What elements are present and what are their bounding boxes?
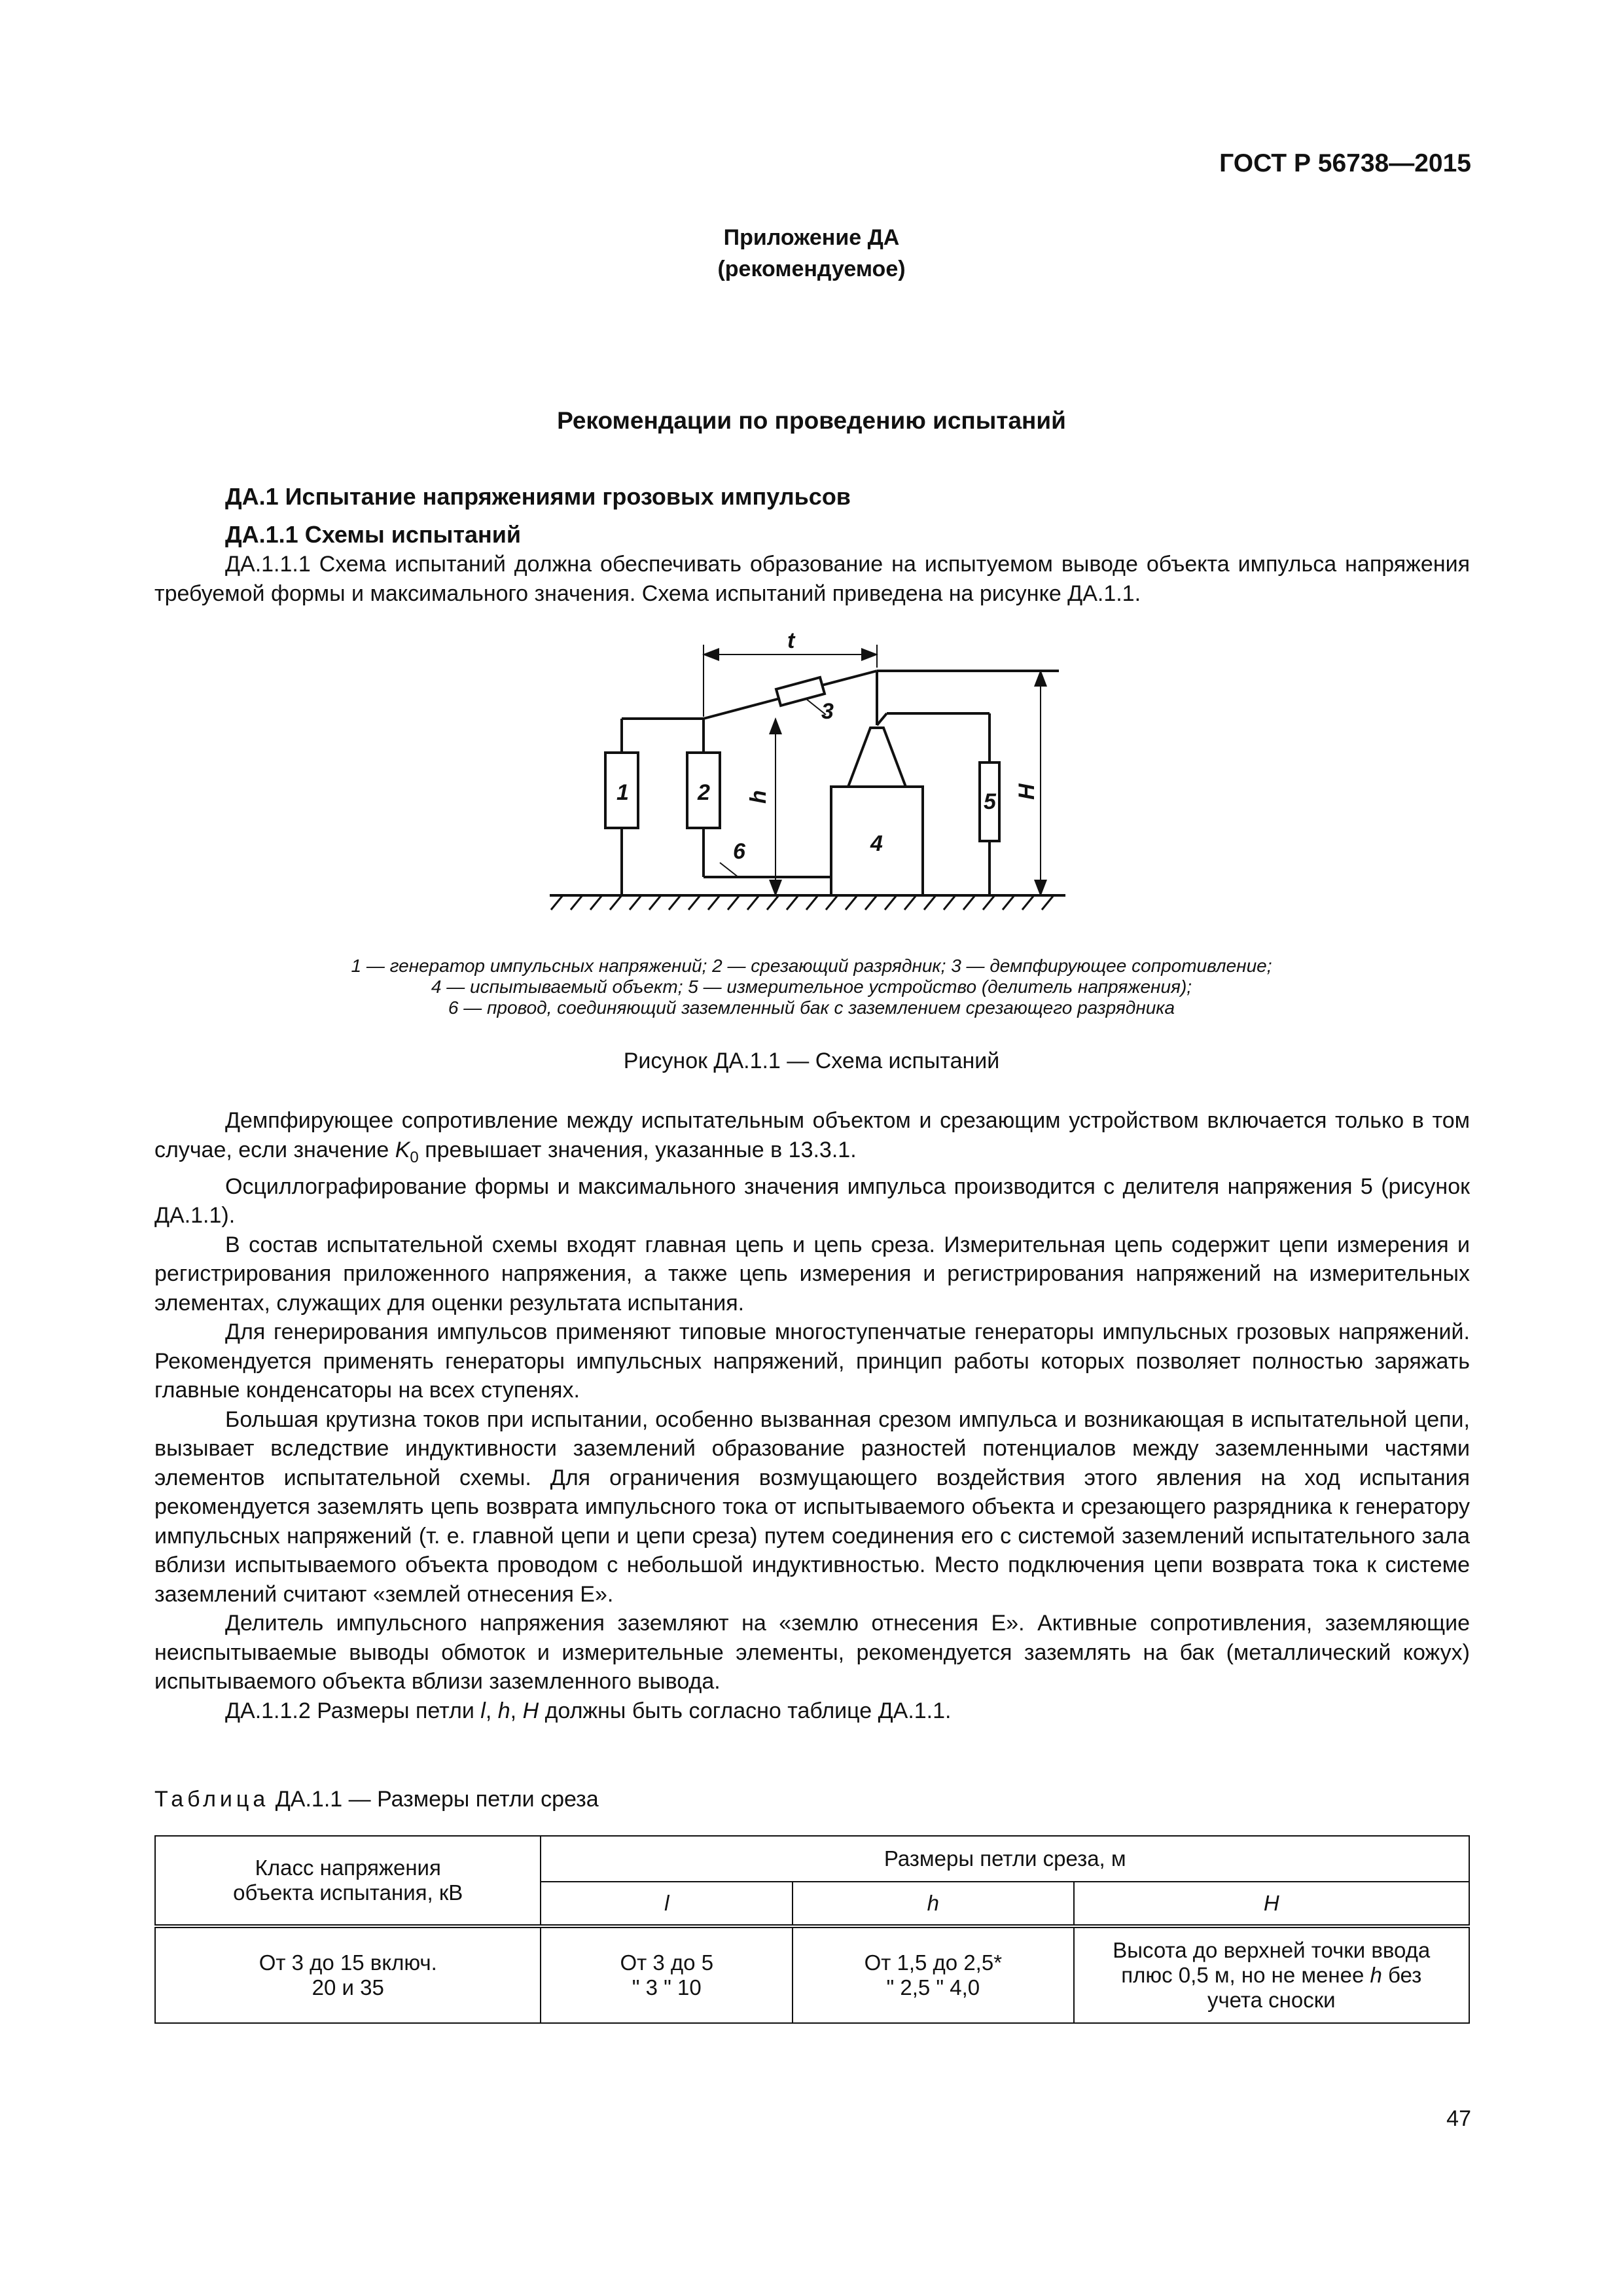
document-code: ГОСТ Р 56738—2015 [1219,149,1471,177]
paragraph-circuit: В состав испытательной схемы входят главная цепь и цепь среза. Измерительная цепь содержит цепи измерения и регистрирования приложенного напряжения, а также цепь измерения и регистрирования напряжений на измерительных элементах, служащих для оценки результата испытания. [154,1232,1470,1316]
label-1: 1 [616,780,629,805]
table-caption: Таблица ДА.1.1 — Размеры петли среза [154,1787,599,1812]
loop-dimensions-table [154,1835,1470,2024]
appendix-status: (рекомендуемое) [717,257,906,281]
label-3: 3 [821,699,834,724]
label-2: 2 [698,780,710,805]
cell-class: От 3 до 15 включ. 20 и 35 [155,1926,541,2023]
cell-h: От 1,5 до 2,5* " 2,5 " 4,0 [793,1926,1074,2023]
paragraph-generator: Для генерирования импульсов применяют типовые многоступенчатые генераторы импульсных грозовых напряжений. Рекомендуется применять генераторы импульсных напряжений, принцип работы которых позволяет полностью заряжать главные конденсаторы на всех ступенях. [154,1319,1470,1403]
subsection-heading: ДА.1.1 Схемы испытаний [225,521,522,548]
table-row [155,1926,1469,2023]
label-H: H [1014,783,1039,800]
bushing [848,728,906,787]
legend-line-1: 1 — генератор импульсных напряжений; 2 — срезающий разрядник; 3 — демпфирующее сопротивление; [351,956,1272,976]
main-text-block [154,1106,1470,1725]
paragraph-oscillography: Осциллографирование формы и максимального значения импульса производится с делителя напряжения 5 (рисунок ДА.1.1). [154,1174,1470,1229]
paragraph-damping: Демпфирующее сопротивление между испытательным объектом и срезающим устройством включается только в том случае, если значение $K_0$ превышает значения, указанные в 13.3.1. [154,1108,1470,1166]
damping-resistor-3 [776,677,825,706]
header-H: H [1074,1882,1469,1926]
label-t: t [787,628,795,653]
label-h: h [746,790,771,804]
intro-paragraph-block [154,550,1470,608]
label-6: 6 [733,839,745,864]
figure-caption: Рисунок ДА.1.1 — Схема испытаний [623,1049,1000,1073]
header-l: l [541,1882,793,1926]
figure-legend [0,956,1623,1018]
ground-hatching [551,895,1054,910]
paragraph-dimensions: ДА.1.1.2 Размеры петли l, h, H должны быть согласно таблице ДА.1.1. [225,1698,952,1723]
test-circuit-diagram [537,628,1086,929]
header-voltage-class: Класс напряжения объекта испытания, кВ [155,1836,541,1926]
page-number: 47 [1446,2106,1471,2131]
legend-line-2: 4 — испытываемый объект; 5 — измерительное устройство (делитель напряжения); [431,977,1192,997]
section-heading: ДА.1 Испытание напряжениями грозовых импульсов [225,483,851,510]
paragraph-intro: ДА.1.1.1 Схема испытаний должна обеспечивать образование на испытуемом выводе объекта импульса напряжения требуемой формы и максимального значения. Схема испытаний приведена на рисунке ДА.1.1. [154,552,1470,606]
paragraph-steepness: Большая крутизна токов при испытании, особенно вызванная срезом импульса и возникающая в испытательной цепи, вызывает вследствие индуктивности заземлений образование разностей потенциалов между заземленными частями элементов испытательной схемы. Для ограничения возмущающего воздействия этого явления на ход испытания рекомендуется заземлять цепь возврата импульсного тока от испытываемого объекта и срезающего разрядника к генератору импульсных напряжений (т. е. главной цепи и цепи среза) путем соединения его с системой заземлений испытательного зала вблизи испытываемого объекта проводом с небольшой индуктивностью. Место подключения цепи возврата тока к системе заземлений считают «землей отнесения Е». [154,1407,1470,1607]
label-5: 5 [984,789,996,814]
cell-H: Высота до верхней точки ввода плюс 0,5 м, но не менее h без учета сноски [1074,1926,1469,2023]
appendix-heading: Рекомендации по проведению испытаний [557,407,1066,434]
header-h: h [793,1882,1074,1926]
label-4: 4 [870,831,883,856]
appendix-title: Приложение ДА [723,225,900,250]
legend-line-3: 6 — провод, соединяющий заземленный бак с заземлением срезающего разрядника [448,997,1175,1018]
cell-l: От 3 до 5 " 3 " 10 [541,1926,793,2023]
paragraph-divider: Делитель импульсного напряжения заземляют на «землю отнесения Е». Активные сопротивления, заземляющие неиспытываемые выводы обмоток и измерительные элементы, рекомендуется заземлять на бак (металлический кожух) испытываемого объекта вблизи заземленного вывода. [154,1611,1470,1695]
header-loop-dimensions: Размеры петли среза, м [541,1836,1469,1882]
